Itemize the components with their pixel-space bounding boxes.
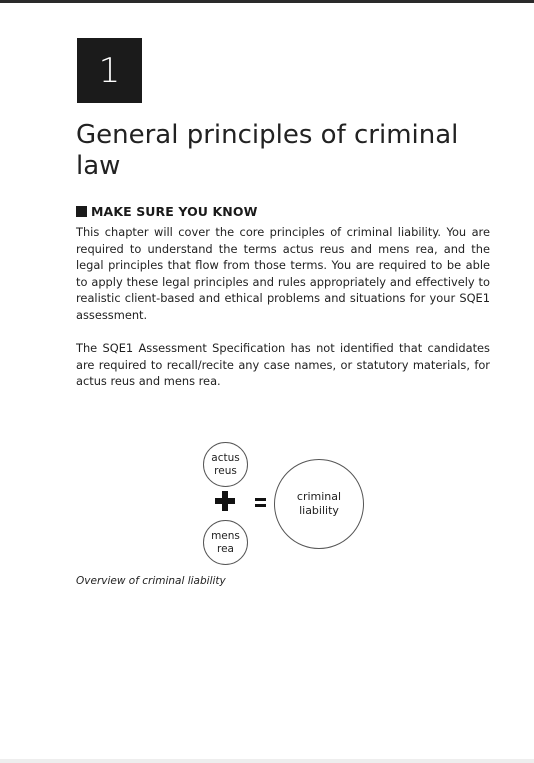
bottom-rule [0,759,534,763]
intro-paragraph: This chapter will cover the core principles of criminal liability. You are required to understand the terms actus reus and mens rea, and the legal principles that flow from those terms. You are required to be able to apply these legal principles and rules appropriately and effectively to realistic client-based and ethical problems and situations for your SQE1 assessment. [76,225,490,322]
assessment-paragraph: The SQE1 Assessment Specification has not identified that candidates are required to recall/recite any case names, or statutory materials, for actus reus and mens rea. [76,341,490,388]
criminal-liability-label: criminal liability [296,490,342,517]
plus-icon [215,491,235,511]
actus-reus-label: actus reus [211,451,240,477]
section-heading-label: MAKE SURE YOU KNOW [91,204,258,219]
section-heading [76,204,257,219]
actus-reus-circle [203,442,248,487]
chapter-number-box [77,38,142,103]
mens-rea-circle [203,520,248,565]
figure-caption: Overview of criminal liability [76,575,226,587]
top-rule [0,0,534,3]
chapter-number: 1 [98,50,121,91]
equals-icon [255,498,266,508]
square-bullet-icon [76,206,87,217]
mens-rea-label: mens rea [211,529,240,555]
criminal-liability-circle [274,459,364,549]
chapter-title: General principles of criminal law [76,120,459,181]
